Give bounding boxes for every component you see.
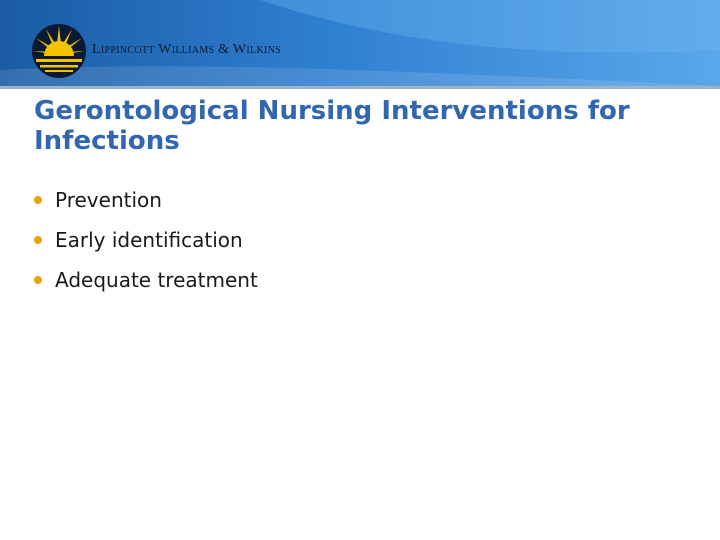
bullet-dot-icon — [34, 276, 42, 284]
bullet-dot-icon — [34, 236, 42, 244]
slide-title: Gerontological Nursing Interventions for Infections — [34, 96, 630, 156]
header-banner — [0, 0, 720, 86]
bullet-label: Adequate treatment — [55, 268, 258, 292]
bullet-label: Early identification — [55, 228, 243, 252]
bullet-label: Prevention — [55, 188, 162, 212]
bullet-item — [34, 226, 634, 254]
bullet-item — [34, 186, 634, 214]
bullet-dot-icon — [34, 196, 42, 204]
sun-rays-logo-icon — [30, 22, 88, 80]
bullet-list — [34, 186, 634, 306]
bullet-item — [34, 266, 634, 294]
banner-divider — [0, 86, 720, 89]
publisher-logo-text: Lippincott Williams & Wilkins — [92, 42, 282, 57]
